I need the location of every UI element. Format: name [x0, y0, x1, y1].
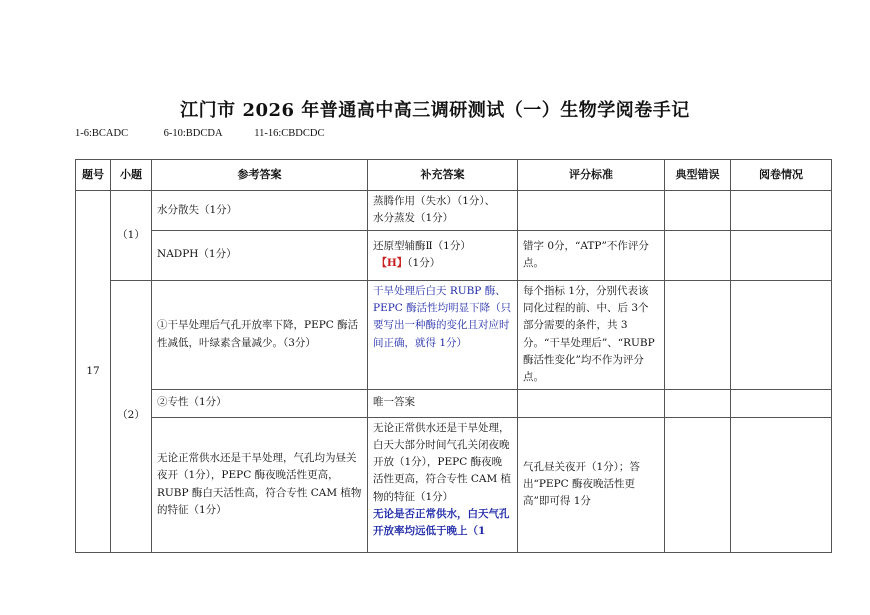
sub-question-cell: （1）	[111, 191, 152, 281]
supplementary-line: 还原型辅酶Ⅱ（1分）	[373, 239, 471, 252]
supplementary-answer-cell	[368, 191, 518, 231]
table-row	[76, 417, 832, 552]
typical-errors-cell	[665, 280, 731, 389]
review-status-cell	[731, 191, 832, 231]
reference-answer-cell: ①干旱处理后气孔开放率下降，PEPC 酶活性减低，叶绿素含量减少。（3分）	[152, 280, 368, 389]
review-status-cell	[731, 417, 832, 552]
supplementary-line	[373, 255, 512, 272]
grading-criteria-cell	[518, 389, 665, 417]
grading-criteria-cell	[518, 191, 665, 231]
review-status-cell	[731, 230, 832, 280]
reference-answer-cell: ②专性（1分）	[152, 389, 368, 417]
question-number-cell: 17	[76, 191, 111, 553]
supplementary-line: 水分蒸发（1分）	[373, 212, 454, 225]
supplementary-text: 无论正常供水还是干旱处理，白天大部分时间气孔关闭夜晚开放（1分），PEPC 酶夜晚活性更高，符合专性 CAM 植物的特征（1分）	[373, 421, 512, 503]
table-row	[76, 230, 832, 280]
table-row	[76, 389, 832, 417]
review-status-cell	[731, 280, 832, 389]
criteria-text: 每个指标 1分，分别代表该同化过程的前、中、后 3个部分需要的条件，共 3分。	[523, 284, 649, 349]
supplementary-clip	[373, 420, 512, 550]
header-sub-question: 小题	[111, 160, 152, 191]
grading-table	[75, 159, 832, 553]
typical-errors-cell	[665, 230, 731, 280]
typical-errors-cell	[665, 389, 731, 417]
answer-key-11-16: 11-16:CBDCDC	[254, 128, 325, 139]
grading-criteria-cell: 气孔昼关夜开（1分）；答出“PEPC 酶夜晚活性更高”即可得 1分	[518, 417, 665, 552]
header-reference-answer: 参考答案	[152, 160, 368, 191]
header-grading-criteria: 评分标准	[518, 160, 665, 191]
page-title: 江门市 2026 年普通高中高三调研测试（一）生物学阅卷手记	[180, 100, 690, 121]
table-row	[76, 280, 832, 389]
reference-answer-cell: NADPH（1分）	[152, 230, 368, 280]
supplementary-line: 蒸腾作用（失水）（1分）、	[373, 195, 496, 207]
sub-question-cell: （2）	[111, 280, 152, 552]
reference-answer-cell: 水分散失（1分）	[152, 191, 368, 231]
typical-errors-cell	[665, 417, 731, 552]
header-review-status: 阅卷情况	[731, 160, 832, 191]
header-supplementary-answer: 补充答案	[368, 160, 518, 191]
header-typical-errors: 典型错误	[665, 160, 731, 191]
supplementary-extra: 无论是否正常供水，白天气孔开放率均远低于晚上（1	[373, 508, 510, 538]
supplementary-answer-cell	[368, 230, 518, 280]
grading-criteria-cell	[518, 280, 665, 389]
header-question-number: 题号	[76, 160, 111, 191]
supplementary-score: （1分）	[407, 257, 441, 270]
answer-keys	[75, 128, 324, 139]
table-header-row	[76, 160, 832, 191]
highlight-tag: 【H】	[376, 257, 408, 270]
supplementary-answer-cell	[368, 417, 518, 552]
answer-key-6-10: 6-10:BDCDA	[163, 128, 223, 139]
grading-criteria-cell: 错字 0分，“ATP”不作评分点。	[518, 230, 665, 280]
reference-answer-cell: 无论正常供水还是干旱处理，气孔均为昼关夜开（1分），PEPC 酶夜晚活性更高，RUBP 酶白天活性高，符合专性 CAM 植物的特征（1分）	[152, 417, 368, 552]
criteria-note: “干旱处理后”、“RUBP 酶活性变化”均不作为评分点。	[523, 336, 655, 384]
supplementary-answer-cell: 干旱处理后白天 RUBP 酶、PEPC 酶活性均明显下降（只要写出一种酶的变化且对应时间正确，就得 1分）	[368, 280, 518, 389]
answer-key-1-6: 1-6:BCADC	[75, 128, 129, 139]
typical-errors-cell	[665, 191, 731, 231]
table-row	[76, 191, 832, 231]
review-status-cell	[731, 389, 832, 417]
supplementary-answer-cell: 唯一答案	[368, 389, 518, 417]
